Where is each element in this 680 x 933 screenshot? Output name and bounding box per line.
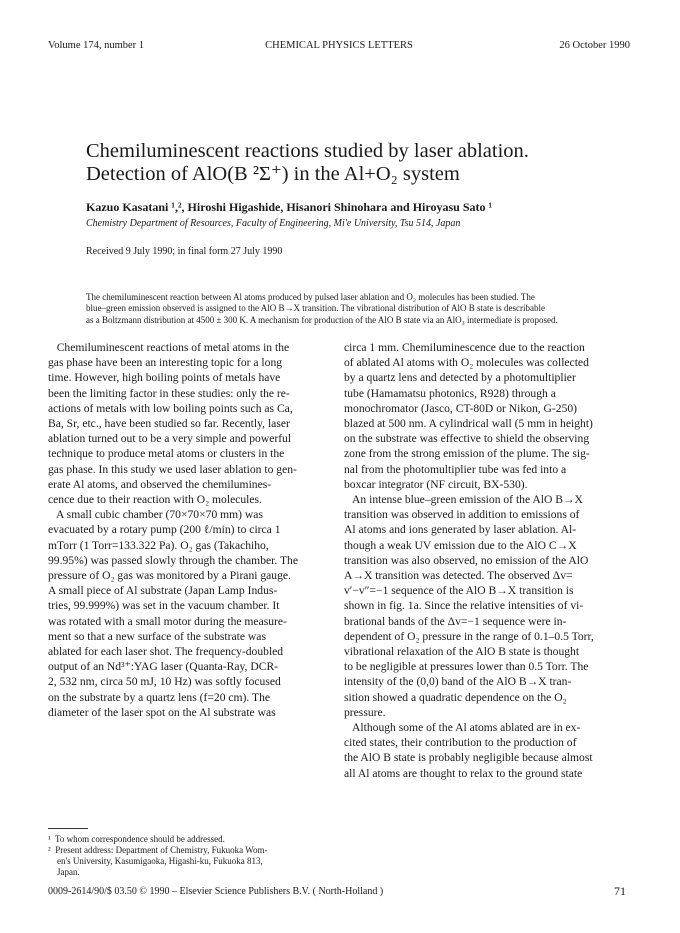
footnote-rule (48, 828, 88, 829)
body-text-line: ment so that a new surface of the substrate was (48, 629, 266, 643)
author-list: Kazuo Kasatani ¹,², Hiroshi Higashide, Hisanori Shinohara and Hiroyasu Sato ¹ (86, 200, 493, 214)
body-text-line: brational bands of the Δv=−1 sequence were in- (344, 614, 567, 628)
abstract-line: blue–green emission observed is assigned to the AlO B→X transition. The vibrational distribution of AlO B state is describable (86, 303, 546, 314)
body-text-line: dependent of O₂ pressure in the range of 0.1–0.5 Torr, (344, 629, 594, 643)
footnote-line: ¹ To whom correspondence should be addressed. (48, 834, 225, 844)
body-text-line: 2, 532 nm, circa 50 mJ, 10 Hz) was softly focused (48, 675, 281, 689)
body-text-line: zone from the strong emission of the plume. The sig- (344, 447, 590, 461)
body-text-line: though a weak UV emission due to the AlO C→X (344, 538, 577, 552)
abstract (86, 292, 594, 326)
body-text-line: output of an Nd³⁺:YAG laser (Quanta-Ray, DCR- (48, 660, 279, 674)
body-text-line: all Al atoms are thought to relax to the ground state (344, 766, 583, 780)
body-text-line: gas phase. In this study we used laser ablation to gen- (48, 462, 297, 476)
body-text-line: monochromator (Jasco, CT-80D or Nikon, G-250) (344, 401, 578, 415)
body-text-line: evacuated by a rotary pump (200 ℓ/min) to circa 1 (48, 523, 281, 537)
body-text-line: been the limiting factor in these studies: only the re- (48, 386, 290, 400)
copyright-line: 0009-2614/90/$ 03.50 © 1990 – Elsevier Science Publishers B.V. ( North-Holland ) (48, 886, 384, 897)
body-text-line: actions of metals with low boiling points such as Ca, (48, 401, 293, 415)
affiliation: Chemistry Department of Resources, Faculty of Engineering, Mi'e University, Tsu 514, Japan (86, 218, 461, 229)
body-text-line: A small cubic chamber (70×70×70 mm) was (48, 508, 263, 522)
body-text-line: shown in fig. 1a. Since the relative intensities of vi- (344, 599, 584, 613)
body-text-line: on the substrate by a quartz lens (f=20 cm). The (48, 690, 271, 704)
abstract-line: The chemiluminescent reaction between Al atoms produced by pulsed laser ablation and O₂ molecules has been studied. The (86, 292, 535, 302)
body-text-line: tube (Hamamatsu photonics, R928) through a (344, 386, 556, 400)
body-text-line: sition showed a quadratic dependence on the O₂ (344, 690, 567, 704)
body-text-line: Although some of the Al atoms ablated are in ex- (344, 721, 581, 735)
body-text-line: cence due to their reaction with O₂ molecules. (48, 493, 262, 507)
footnote-line: en's University, Kasumigaoka, Higashi-ku, Fukuoka 813, (48, 856, 263, 866)
body-text-line: vibrational relaxation of the AlO B state is thought (344, 645, 580, 659)
body-text-line: cited states, their contribution to the production of (344, 736, 577, 750)
footnote-line: ² Present address: Department of Chemistry, Fukuoka Wom- (48, 845, 268, 855)
body-text-line: pressure. (344, 705, 386, 719)
body-text-line: the AlO B state is probably negligible because almost (344, 751, 593, 765)
body-text-line: technique to produce metal atoms or clusters in the (48, 447, 285, 461)
body-text-line: Al atoms and ions generated by laser ablation. Al- (344, 523, 577, 537)
body-text-line: Ba, Sr, etc., have been studied so far. Recently, laser (48, 417, 290, 431)
body-text-line: ablation turned out to be a very simple and powerful (48, 432, 292, 446)
body-text-line: circa 1 mm. Chemiluminescence due to the reaction (344, 341, 585, 354)
body-text-line: nal from the photomultiplier tube was fed into a (344, 462, 567, 476)
body-text-line: An intense blue–green emission of the AlO B→X (344, 493, 583, 507)
body-text-line: gas phase have been an interesting topic for a long (48, 356, 283, 370)
abstract-line: as a Boltzmann distribution at 4500 ± 300 K. A mechanism for production of the AlO B state via an AlO₃ intermediate is proposed. (86, 314, 558, 325)
body-text-line: pressure of O₂ gas was monitored by a Pirani gauge. (48, 569, 291, 583)
body-column-left (48, 340, 330, 720)
page-number: 71 (614, 884, 626, 898)
body-text-line: on the substrate was effective to shield the observing (344, 432, 590, 446)
body-text-line: boxcar integrator (NF circuit, BX-530). (344, 477, 528, 491)
body-text-line: intensity of the (0,0) band of the AlO B→X tran- (344, 675, 572, 689)
body-text-line: of ablated Al atoms with O₂ molecules was collected (344, 356, 589, 370)
body-text-line: tries, 99.999%) was set in the vacuum chamber. It (48, 599, 280, 613)
journal-name: CHEMICAL PHYSICS LETTERS (265, 40, 413, 51)
body-text-line: v′−v″=−1 sequence of the AlO B→X transition is (344, 584, 574, 598)
volume-label: Volume 174, number 1 (48, 40, 145, 51)
body-text-line: time. However, high boiling points of metals have (48, 371, 281, 385)
received-dates: Received 9 July 1990; in final form 27 July 1990 (86, 246, 283, 257)
body-text-line: diameter of the laser spot on the Al substrate was (48, 705, 276, 719)
body-text-line: blazed at 500 nm. A cylindrical wall (5 mm in height) (344, 417, 593, 431)
body-text-line: mTorr (1 Torr=133.322 Pa). O₂ gas (Takachiho, (48, 538, 269, 552)
body-text-line: to be negligible at pressures lower than 0.5 Torr. The (344, 660, 589, 674)
footnotes (48, 834, 330, 878)
body-text-line: 99.95%) was passed slowly through the chamber. The (48, 553, 298, 567)
body-text-line: A small piece of Al substrate (Japan Lamp Indus- (48, 584, 278, 598)
body-text-line: Chemiluminescent reactions of metal atoms in the (48, 341, 290, 354)
body-column-right (344, 340, 626, 781)
issue-date: 26 October 1990 (559, 40, 630, 51)
running-header (48, 40, 630, 54)
body-text-line: transition was also observed, no emission of the AlO (344, 553, 589, 567)
body-text-line: by a quartz lens and detected by a photomultiplier (344, 371, 576, 385)
body-text-line: erate Al atoms, and observed the chemilumines- (48, 477, 272, 491)
title-line-2: Detection of AlO(B ²Σ⁺) in the Al+O₂ system (86, 163, 460, 185)
title-line-1: Chemiluminescent reactions studied by laser ablation. (86, 140, 529, 162)
body-text-line: transition was observed in addition to emissions of (344, 508, 580, 522)
footnote-line: Japan. (48, 867, 80, 877)
body-text-line: ablated for each laser shot. The frequency-doubled (48, 645, 284, 659)
body-text-line: was rotated with a small motor during the measure- (48, 614, 287, 628)
article-title (86, 140, 606, 186)
body-text-line: A→X transition was detected. The observed Δv= (344, 569, 573, 583)
